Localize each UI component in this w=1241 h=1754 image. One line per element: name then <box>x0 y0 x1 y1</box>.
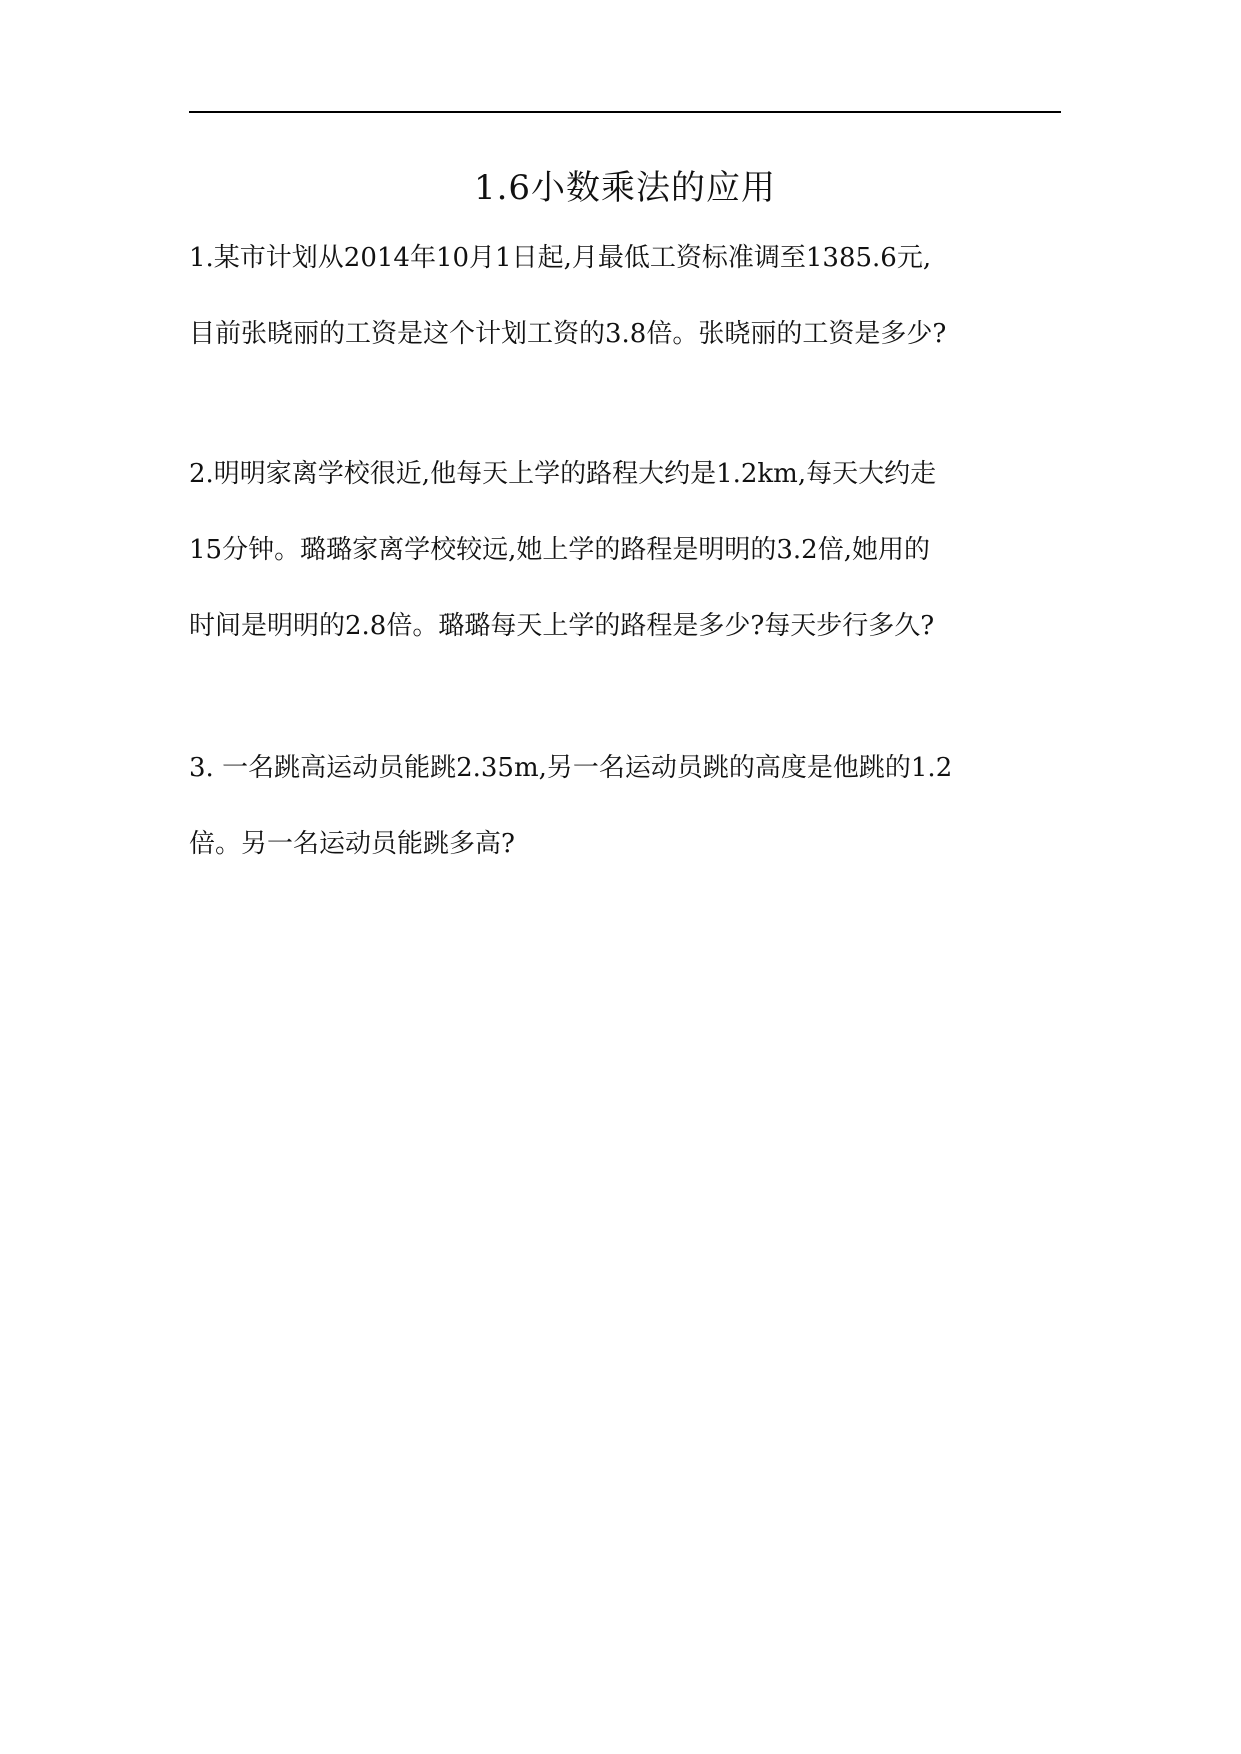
page-title: 1.6小数乘法的应用 <box>473 168 777 208</box>
question-1-line-2: 目前张晓丽的工资是这个计划工资的3.8倍。张晓丽的工资是多少? <box>189 319 947 349</box>
question-3-line-1: 3. 一名跳高运动员能跳2.35m,另一名运动员跳的高度是他跳的1.2 <box>189 753 953 783</box>
header-rule <box>189 111 1061 113</box>
question-2-line-3: 时间是明明的2.8倍。璐璐每天上学的路程是多少?每天步行多久? <box>189 611 935 641</box>
question-1-line-1: 1.某市计划从2014年10月1日起,月最低工资标准调至1385.6元, <box>189 243 932 273</box>
question-2-line-2: 15分钟。璐璐家离学校较远,她上学的路程是明明的3.2倍,她用的 <box>189 535 930 565</box>
question-2-line-1: 2.明明家离学校很近,他每天上学的路程大约是1.2km,每天大约走 <box>189 459 937 489</box>
question-3-line-2: 倍。另一名运动员能跳多高? <box>189 829 515 859</box>
